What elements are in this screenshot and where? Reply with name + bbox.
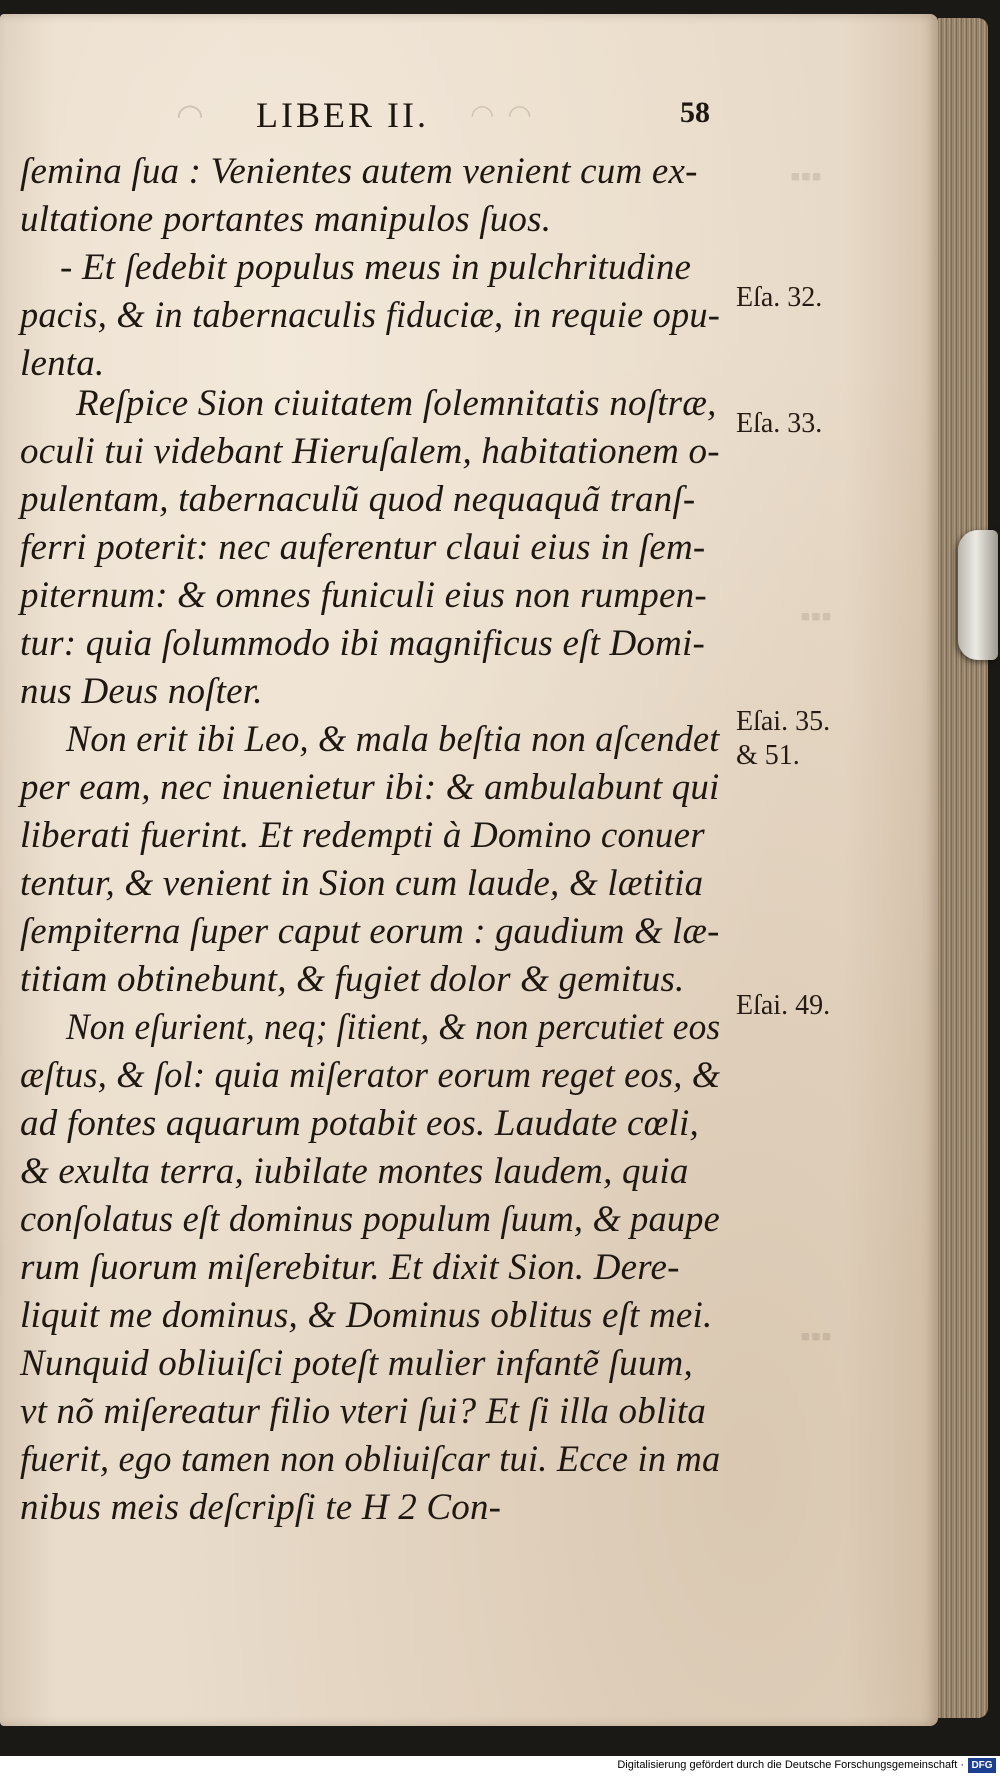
- text-line: conſolatus eſt dominus populum ſuum, & paupe: [20, 1199, 720, 1240]
- text-line: piternum: & omnes funiculi eius non rumpen-: [20, 575, 707, 616]
- text-line: per eam, nec inuenietur ibi: & ambulabunt qui: [20, 767, 720, 808]
- text-line: tentur, & venient in Sion cum laude, & lætitia: [20, 863, 704, 904]
- page-title: LIBER II.: [256, 95, 429, 135]
- text-line: titiam obtinebunt, & fugiet dolor & gemitus.: [20, 959, 685, 1000]
- text-line: liquit me dominus, & Dominus oblitus eſt mei.: [20, 1295, 713, 1336]
- bleed-through-head: ◠ ◠: [470, 100, 535, 131]
- bleed-through-mark: ▪▪▪: [800, 1320, 832, 1353]
- text-line: ferri poterit: nec auferentur claui eius in ſem-: [20, 527, 706, 568]
- text-line: ad fontes aquarum potabit eos. Laudate cœli,: [20, 1103, 699, 1144]
- text-line: ſempiterna ſuper caput eorum : gaudium & læ-: [20, 911, 720, 952]
- text-line: rum ſuorum miſerebitur. Et dixit Sion. Dere-: [20, 1247, 680, 1288]
- margin-reference: Eſa. 32.: [736, 282, 823, 313]
- text-line: oculi tui videbant Hieruſalem, habitationem o-: [20, 431, 720, 472]
- text-line: ſemina ſua : Venientes autem venient cum ex-: [20, 151, 698, 192]
- page-number: 58: [680, 96, 710, 129]
- text-line: fuerit, ego tamen non obliuiſcar tui. Ecce in ma: [20, 1439, 721, 1480]
- text-line: ultatione portantes manipulos ſuos.: [20, 199, 552, 240]
- text-line: Reſpice Sion ciuitatem ſolemnitatis noſtræ,: [76, 383, 717, 424]
- margin-reference: & 51.: [736, 740, 800, 771]
- running-head: [0, 94, 938, 138]
- text-line: æſtus, & ſol: quia miſerator eorum reget eos, &: [20, 1055, 721, 1096]
- funding-credit: Digitalisierung gefördert durch die Deutsche Forschungsgemeinschaft ·: [617, 1759, 964, 1771]
- margin-reference: Eſai. 35.: [736, 706, 831, 737]
- text-line: nibus meis deſcripſi te H 2 Con-: [20, 1487, 502, 1528]
- bleed-through-mark: ▪▪▪: [790, 160, 822, 193]
- text-line: lenta.: [20, 343, 105, 384]
- text-line: - Et ſedebit populus meus in pulchritudine: [60, 247, 692, 288]
- text-line: Non erit ibi Leo, & mala beſtia non aſcendet: [66, 719, 720, 760]
- bleed-through-mark: ▪▪▪: [800, 600, 832, 633]
- text-line: Nunquid obliuiſci poteſt mulier infantẽ ſuum,: [20, 1343, 693, 1384]
- text-line: Non eſurient, neq; ſitient, & non percutiet eos: [66, 1007, 721, 1048]
- text-line: tur: quia ſolummodo ibi magnificus eſt Domi-: [20, 623, 706, 664]
- page-edges: [938, 18, 988, 1718]
- text-line: liberati fuerint. Et redempti à Domino conuer: [20, 815, 705, 856]
- bleed-through-head: ◠: [176, 97, 207, 133]
- text-line: pulentam, tabernaculũ quod nequaquã tranſ-: [20, 479, 696, 520]
- digitization-footer: [0, 1756, 1000, 1776]
- book-clasp: [958, 530, 998, 660]
- text-line: vt nõ miſereatur filio vteri ſui? Et ſi illa oblita: [20, 1391, 707, 1432]
- dfg-logo: DFG: [968, 1758, 996, 1773]
- text-line: & exulta terra, iubilate montes laudem, quia: [20, 1151, 689, 1192]
- margin-reference: Eſai. 49.: [736, 990, 831, 1021]
- text-line: pacis, & in tabernaculis fiduciæ, in requie opu-: [20, 295, 721, 336]
- text-line: nus Deus noſter.: [20, 671, 263, 712]
- margin-reference: Eſa. 33.: [736, 408, 823, 439]
